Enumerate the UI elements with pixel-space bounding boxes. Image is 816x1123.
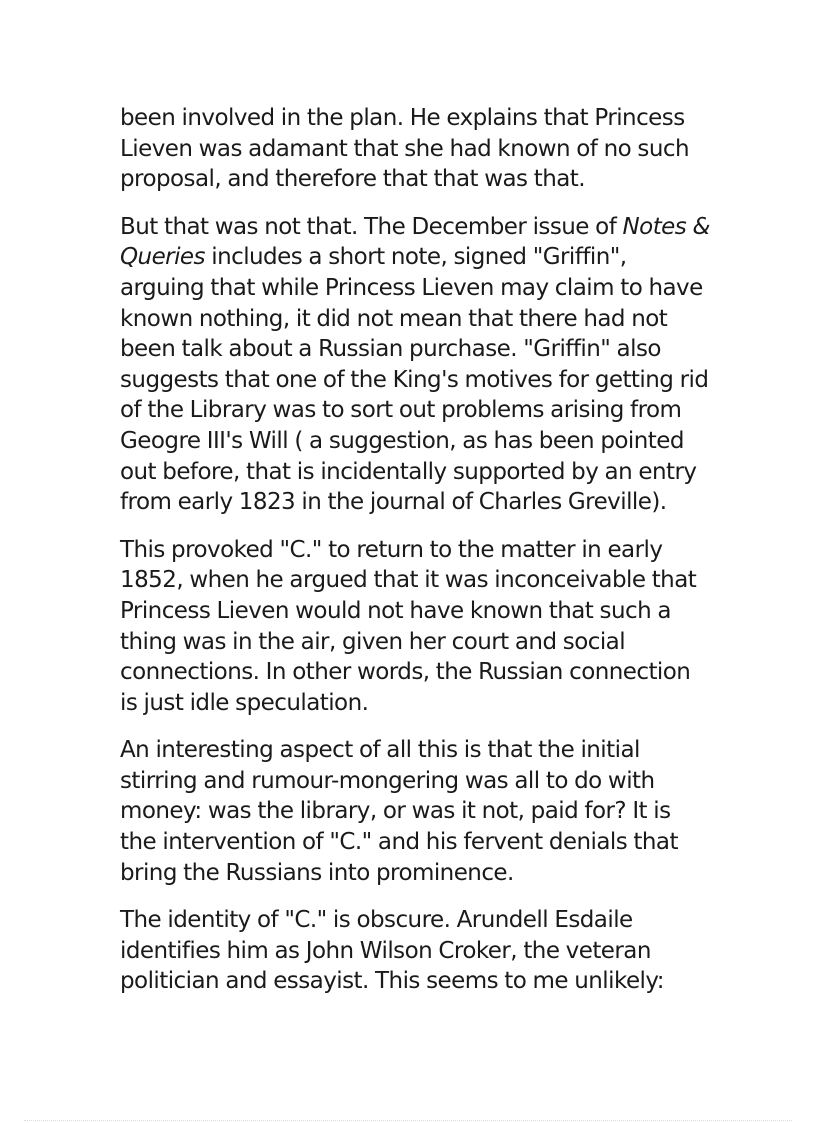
paragraph-3 [120, 535, 710, 719]
paragraph-1 [120, 103, 710, 195]
paragraph-4 [120, 735, 710, 888]
page-bottom-divider [24, 1120, 792, 1121]
body-text [120, 103, 710, 1014]
paragraph-4-text: An interesting aspect of all this is that the initial stirring and rumour-mongering was all to do with money: was the library, or was it not, paid for? It is the intervention of "C." and his fervent denials that bring the Russians into prominence. [120, 737, 678, 886]
journal-title-notes-and-queries: Notes & Queries [120, 213, 710, 271]
paragraph-2 [120, 212, 710, 518]
paragraph-2-text-end: includes a short note, signed "Griffin", arguing that while Princess Lieven may claim to have known nothing, it did not mean that there had not been talk about a Russian purchase. "Griffin" also suggests that one of the King's motives for getting rid of the Library was to sort out problems arising from Geogre III's Will ( a suggestion, as has been pointed out before, that is incidentally supported by an entry from early 1823 in the journal of Charles Greville). [120, 244, 709, 516]
paragraph-5 [120, 905, 710, 997]
paragraph-5-text: The identity of "C." is obscure. Arundell Esdaile identifies him as John Wilson Croker, the veteran politician and essayist. This seems to me unlikely: [120, 907, 664, 995]
paragraph-1-text: been involved in the plan. He explains that Princess Lieven was adamant that she had known of no such proposal, and therefore that that was that. [120, 105, 690, 193]
paragraph-3-text: This provoked "C." to return to the matter in early 1852, when he argued that it was inconceivable that Princess Lieven would not have known that such a thing was in the air, given her court and social connections. In other words, the Russian connection is just idle speculation. [120, 536, 697, 716]
paragraph-2-text-start: But that was not that. The December issue of [120, 213, 623, 240]
